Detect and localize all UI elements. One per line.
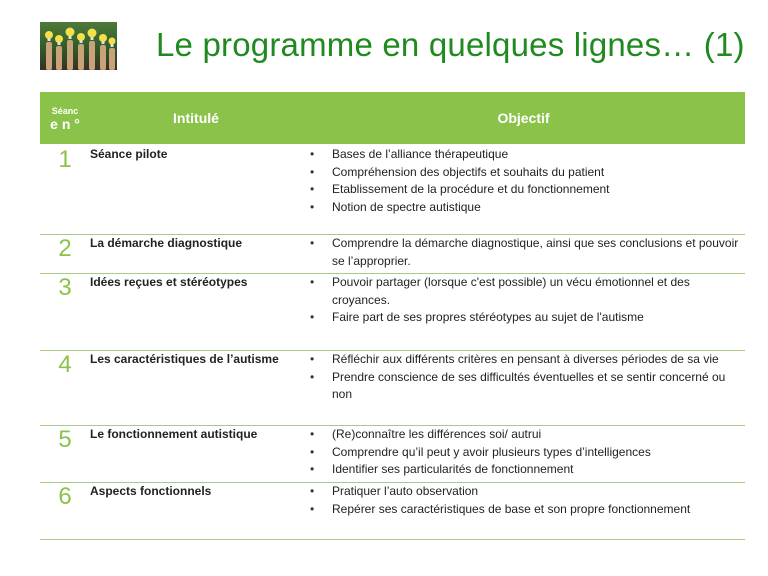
table-row <box>40 145 745 235</box>
session-title: Aspects fonctionnels <box>90 483 302 540</box>
session-title: La démarche diagnostique <box>90 235 302 274</box>
table-row <box>40 426 745 483</box>
header-intitule: Intitulé <box>90 92 302 145</box>
objective-item: • Bases de l’alliance thérapeutique <box>332 146 745 164</box>
session-objectives <box>302 145 745 235</box>
session-number: 1 <box>40 145 90 235</box>
lightbulb-hands-logo <box>40 22 117 70</box>
table-row <box>40 235 745 274</box>
objective-item: • Faire part de ses propres stéréotypes au sujet de l'autisme <box>332 309 745 327</box>
objective-item: • Repérer ses caractéristiques de base et son propre fonctionnement <box>332 501 745 519</box>
objective-item: • Identifier ses particularités de fonctionnement <box>332 461 745 479</box>
session-objectives <box>302 274 745 351</box>
session-title: Idées reçues et stéréotypes <box>90 274 302 351</box>
session-number: 6 <box>40 483 90 540</box>
session-title: Le fonctionnement autistique <box>90 426 302 483</box>
lightbulb-hands-icon <box>40 22 117 70</box>
objective-item: • Comprendre qu’il peut y avoir plusieurs types d’intelligences <box>332 444 745 462</box>
session-title: Séance pilote <box>90 145 302 235</box>
session-title: Les caractéristiques de l’autisme <box>90 351 302 426</box>
session-number: 4 <box>40 351 90 426</box>
program-table <box>40 92 745 540</box>
session-objectives <box>302 483 745 540</box>
session-objectives <box>302 426 745 483</box>
header-objectif: Objectif <box>302 92 745 145</box>
session-number: 3 <box>40 274 90 351</box>
objective-item: • (Re)connaître les différences soi/ autrui <box>332 426 745 444</box>
header-session-number-line1: Séanc <box>51 106 79 116</box>
objective-item: • Pratiquer l’auto observation <box>332 483 745 501</box>
session-number: 5 <box>40 426 90 483</box>
objective-item: • Comprendre la démarche diagnostique, ainsi que ses conclusions et pouvoir se l’approprier. <box>332 235 745 270</box>
table-row <box>40 483 745 540</box>
objective-item: • Réfléchir aux différents critères en pensant à diverses périodes de sa vie <box>332 351 745 369</box>
objective-item: • Prendre conscience de ses difficultés éventuelles et se sentir concerné ou non <box>332 369 745 404</box>
table-row <box>40 351 745 426</box>
session-number: 2 <box>40 235 90 274</box>
session-objectives <box>302 235 745 274</box>
objective-item: • Etablissement de la procédure et du fonctionnement <box>332 181 745 199</box>
table-row <box>40 274 745 351</box>
objective-item: • Notion de spectre autistique <box>332 199 745 217</box>
header-session-number <box>40 92 90 145</box>
header-session-number-line2: e n ° <box>50 116 80 132</box>
table-header-row <box>40 92 745 145</box>
session-objectives <box>302 351 745 426</box>
page-title: Le programme en quelques lignes… (1) <box>156 26 745 63</box>
objective-item: • Pouvoir partager (lorsque c'est possible) un vécu émotionnel et des croyances. <box>332 274 745 309</box>
objective-item: • Compréhension des objectifs et souhaits du patient <box>332 164 745 182</box>
